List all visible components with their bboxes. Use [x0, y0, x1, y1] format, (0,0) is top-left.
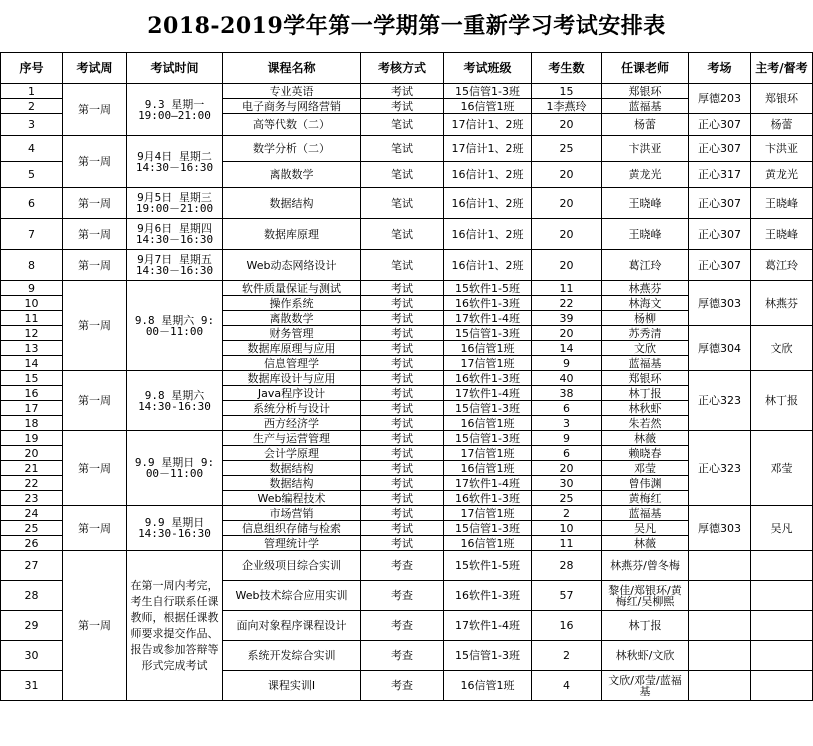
- cell-teacher: 杨柳: [602, 311, 689, 326]
- cell-course: 课程实训I: [223, 671, 361, 701]
- cell-method: 考试: [361, 311, 444, 326]
- cell-class: 16信管1班: [444, 461, 532, 476]
- cell-proctor: 文欣: [751, 326, 813, 371]
- cell-count: 20: [532, 461, 602, 476]
- cell-class: 16信管1班: [444, 341, 532, 356]
- cell-class: 15信管1-3班: [444, 521, 532, 536]
- cell-teacher: 林燕芬: [602, 281, 689, 296]
- cell-count: 40: [532, 371, 602, 386]
- cell-method: 考试: [361, 341, 444, 356]
- cell-count: 25: [532, 136, 602, 162]
- cell-count: 11: [532, 281, 602, 296]
- cell-no: 21: [1, 461, 63, 476]
- cell-teacher: 林丁报: [602, 611, 689, 641]
- cell-room: 正心323: [689, 431, 751, 506]
- cell-teacher: 蓝福基: [602, 99, 689, 114]
- cell-count: 20: [532, 162, 602, 188]
- cell-method: 考试: [361, 99, 444, 114]
- cell-method: 笔试: [361, 162, 444, 188]
- header-room: 考场: [689, 53, 751, 84]
- cell-class: 16软件1-3班: [444, 581, 532, 611]
- cell-week: 第一周: [63, 371, 127, 431]
- cell-no: 27: [1, 551, 63, 581]
- table-header-row: [1, 53, 813, 84]
- cell-teacher: 林海文: [602, 296, 689, 311]
- cell-count: 20: [532, 326, 602, 341]
- cell-no: 7: [1, 219, 63, 250]
- cell-course: 离散数学: [223, 311, 361, 326]
- cell-no: 11: [1, 311, 63, 326]
- cell-course: Web编程技术: [223, 491, 361, 506]
- header-course: 课程名称: [223, 53, 361, 84]
- cell-count: 9: [532, 431, 602, 446]
- cell-room: [689, 641, 751, 671]
- cell-course: 信息管理学: [223, 356, 361, 371]
- cell-teacher: 林薇: [602, 536, 689, 551]
- cell-no: 31: [1, 671, 63, 701]
- page-title: 2018-2019学年第一学期第一重新学习考试安排表: [147, 13, 666, 39]
- cell-method: 考试: [361, 416, 444, 431]
- cell-course: 市场营销: [223, 506, 361, 521]
- cell-method: 考查: [361, 641, 444, 671]
- cell-method: 考试: [361, 401, 444, 416]
- cell-proctor: [751, 551, 813, 581]
- cell-no: 30: [1, 641, 63, 671]
- cell-method: 笔试: [361, 188, 444, 219]
- cell-method: 考试: [361, 476, 444, 491]
- cell-no: 25: [1, 521, 63, 536]
- cell-class: 16软件1-3班: [444, 491, 532, 506]
- cell-no: 5: [1, 162, 63, 188]
- cell-room: 正心307: [689, 219, 751, 250]
- cell-teacher: 赖晓春: [602, 446, 689, 461]
- cell-no: 1: [1, 84, 63, 99]
- cell-room: 正心323: [689, 371, 751, 431]
- cell-teacher: 杨蕾: [602, 114, 689, 136]
- cell-method: 笔试: [361, 250, 444, 281]
- cell-time-note: 在第一周内考完，考生自行联系任课教师，根据任课教师要求提交作品、报告或参加答辩等形式完成考试: [127, 551, 223, 701]
- cell-class: 15软件1-5班: [444, 281, 532, 296]
- cell-count: 2: [532, 641, 602, 671]
- cell-method: 笔试: [361, 219, 444, 250]
- cell-class: 16软件1-3班: [444, 296, 532, 311]
- cell-class: 16信管1班: [444, 416, 532, 431]
- cell-course: 信息组织存储与检索: [223, 521, 361, 536]
- cell-class: 17软件1-4班: [444, 611, 532, 641]
- cell-class: 17软件1-4班: [444, 476, 532, 491]
- cell-method: 考试: [361, 446, 444, 461]
- cell-class: 15信管1-3班: [444, 401, 532, 416]
- cell-method: 考试: [361, 281, 444, 296]
- cell-class: 16信计1、2班: [444, 188, 532, 219]
- cell-proctor: 吴凡: [751, 506, 813, 551]
- cell-class: 16软件1-3班: [444, 371, 532, 386]
- cell-teacher: 郑银环: [602, 84, 689, 99]
- cell-no: 13: [1, 341, 63, 356]
- cell-class: 16信计1、2班: [444, 250, 532, 281]
- cell-proctor: [751, 641, 813, 671]
- cell-count: 9: [532, 356, 602, 371]
- cell-count: 20: [532, 114, 602, 136]
- cell-teacher: 郑银环: [602, 371, 689, 386]
- cell-course: 面向对象程序课程设计: [223, 611, 361, 641]
- cell-week: 第一周: [63, 250, 127, 281]
- cell-method: 考试: [361, 431, 444, 446]
- cell-no: 14: [1, 356, 63, 371]
- cell-method: 考试: [361, 84, 444, 99]
- cell-room: 厚德203: [689, 84, 751, 114]
- cell-teacher: 林秋虾/文欣: [602, 641, 689, 671]
- cell-course: 数据结构: [223, 461, 361, 476]
- cell-room: 正心307: [689, 136, 751, 162]
- cell-method: 考试: [361, 506, 444, 521]
- cell-count: 38: [532, 386, 602, 401]
- cell-count: 6: [532, 446, 602, 461]
- cell-count: 14: [532, 341, 602, 356]
- cell-method: 考试: [361, 386, 444, 401]
- cell-time: 9月5日 星期三 19:00－21:00: [127, 188, 223, 219]
- cell-course: 数据库原理与应用: [223, 341, 361, 356]
- cell-class: 17信管1班: [444, 446, 532, 461]
- cell-teacher: 林秋虾: [602, 401, 689, 416]
- cell-proctor: 杨蕾: [751, 114, 813, 136]
- cell-count: 2: [532, 506, 602, 521]
- cell-proctor: 邓莹: [751, 431, 813, 506]
- cell-method: 笔试: [361, 114, 444, 136]
- cell-room: 正心317: [689, 162, 751, 188]
- table-row: [1, 431, 813, 446]
- cell-teacher: 曾伟渊: [602, 476, 689, 491]
- cell-course: 操作系统: [223, 296, 361, 311]
- cell-class: 17信管1班: [444, 506, 532, 521]
- cell-class: 17信计1、2班: [444, 114, 532, 136]
- cell-course: 系统分析与设计: [223, 401, 361, 416]
- cell-room: 正心307: [689, 114, 751, 136]
- cell-course: 离散数学: [223, 162, 361, 188]
- cell-class: 15信管1-3班: [444, 431, 532, 446]
- cell-class: 16信计1、2班: [444, 162, 532, 188]
- table-row: [1, 506, 813, 521]
- cell-week: 第一周: [63, 551, 127, 701]
- cell-count: 6: [532, 401, 602, 416]
- cell-class: 17信计1、2班: [444, 136, 532, 162]
- cell-teacher: 黄梅红: [602, 491, 689, 506]
- cell-teacher: 黄龙光: [602, 162, 689, 188]
- cell-count: 10: [532, 521, 602, 536]
- cell-count: 39: [532, 311, 602, 326]
- cell-teacher: 蓝福基: [602, 356, 689, 371]
- cell-proctor: 林燕芬: [751, 281, 813, 326]
- cell-room: 厚德303: [689, 281, 751, 326]
- cell-no: 12: [1, 326, 63, 341]
- cell-no: 6: [1, 188, 63, 219]
- cell-course: 系统开发综合实训: [223, 641, 361, 671]
- cell-no: 17: [1, 401, 63, 416]
- cell-no: 19: [1, 431, 63, 446]
- table-row: [1, 188, 813, 219]
- cell-class: 15信管1-3班: [444, 641, 532, 671]
- cell-proctor: 郑银环: [751, 84, 813, 114]
- cell-time: 9.8 星期六 9: 00－11:00: [127, 281, 223, 371]
- cell-teacher: 吴凡: [602, 521, 689, 536]
- cell-class: 17软件1-4班: [444, 311, 532, 326]
- cell-teacher: 朱若然: [602, 416, 689, 431]
- cell-teacher: 林薇: [602, 431, 689, 446]
- cell-course: 数学分析（二）: [223, 136, 361, 162]
- cell-no: 23: [1, 491, 63, 506]
- cell-count: 28: [532, 551, 602, 581]
- cell-room: 正心307: [689, 250, 751, 281]
- cell-teacher: 葛江玲: [602, 250, 689, 281]
- cell-time: 9.8 星期六 14:30-16:30: [127, 371, 223, 431]
- cell-course: 会计学原理: [223, 446, 361, 461]
- cell-course: 软件质量保证与测试: [223, 281, 361, 296]
- cell-method: 考试: [361, 356, 444, 371]
- cell-room: 正心307: [689, 188, 751, 219]
- header-proctor: 主考/督考: [751, 53, 813, 84]
- cell-course: 数据库设计与应用: [223, 371, 361, 386]
- cell-class: 15信管1-3班: [444, 326, 532, 341]
- cell-teacher: 卞洪亚: [602, 136, 689, 162]
- cell-proctor: [751, 671, 813, 701]
- cell-week: 第一周: [63, 84, 127, 136]
- cell-teacher: 文欣/邓莹/蓝福基: [602, 671, 689, 701]
- cell-method: 考试: [361, 296, 444, 311]
- cell-count: 22: [532, 296, 602, 311]
- cell-no: 24: [1, 506, 63, 521]
- cell-week: 第一周: [63, 219, 127, 250]
- cell-no: 18: [1, 416, 63, 431]
- cell-no: 16: [1, 386, 63, 401]
- cell-proctor: 王晓峰: [751, 188, 813, 219]
- header-no: 序号: [1, 53, 63, 84]
- cell-count: 16: [532, 611, 602, 641]
- cell-teacher: 黎佳/郑银环/黄梅红/吴柳熙: [602, 581, 689, 611]
- cell-teacher: 王晓峰: [602, 219, 689, 250]
- cell-count: 57: [532, 581, 602, 611]
- cell-week: 第一周: [63, 136, 127, 188]
- cell-course: 西方经济学: [223, 416, 361, 431]
- cell-method: 考试: [361, 461, 444, 476]
- cell-room: [689, 581, 751, 611]
- cell-course: Java程序设计: [223, 386, 361, 401]
- table-row: [1, 551, 813, 581]
- cell-teacher: 苏秀清: [602, 326, 689, 341]
- cell-proctor: [751, 581, 813, 611]
- cell-class: 16信计1、2班: [444, 219, 532, 250]
- cell-course: 生产与运营管理: [223, 431, 361, 446]
- cell-week: 第一周: [63, 281, 127, 371]
- cell-course: 企业级项目综合实训: [223, 551, 361, 581]
- cell-time: 9月7日 星期五 14:30－16:30: [127, 250, 223, 281]
- table-row: [1, 84, 813, 99]
- cell-teacher: 文欣: [602, 341, 689, 356]
- cell-count: 30: [532, 476, 602, 491]
- cell-no: 22: [1, 476, 63, 491]
- table-row: [1, 136, 813, 162]
- cell-class: 17信管1班: [444, 356, 532, 371]
- cell-no: 3: [1, 114, 63, 136]
- cell-time: 9月6日 星期四 14:30－16:30: [127, 219, 223, 250]
- cell-method: 考试: [361, 536, 444, 551]
- cell-no: 8: [1, 250, 63, 281]
- cell-method: 考查: [361, 611, 444, 641]
- header-time: 考试时间: [127, 53, 223, 84]
- cell-course: 财务管理: [223, 326, 361, 341]
- cell-teacher: 林丁报: [602, 386, 689, 401]
- cell-course: 管理统计学: [223, 536, 361, 551]
- cell-time: 9.3 星期一 19:00—21:00: [127, 84, 223, 136]
- cell-no: 26: [1, 536, 63, 551]
- cell-course: Web动态网络设计: [223, 250, 361, 281]
- cell-course: 专业英语: [223, 84, 361, 99]
- cell-teacher: 蓝福基: [602, 506, 689, 521]
- table-row: [1, 281, 813, 296]
- cell-proctor: 林丁报: [751, 371, 813, 431]
- cell-teacher: 王晓峰: [602, 188, 689, 219]
- cell-method: 考查: [361, 671, 444, 701]
- cell-count: 1李燕玲: [532, 99, 602, 114]
- cell-class: 16信管1班: [444, 99, 532, 114]
- header-class: 考试班级: [444, 53, 532, 84]
- cell-no: 4: [1, 136, 63, 162]
- header-method: 考核方式: [361, 53, 444, 84]
- cell-no: 2: [1, 99, 63, 114]
- cell-proctor: 黄龙光: [751, 162, 813, 188]
- cell-method: 考查: [361, 551, 444, 581]
- header-week: 考试周: [63, 53, 127, 84]
- cell-time: 9.9 星期日 9: 00－11:00: [127, 431, 223, 506]
- cell-class: 17软件1-4班: [444, 386, 532, 401]
- cell-teacher: 邓莹: [602, 461, 689, 476]
- cell-method: 考试: [361, 521, 444, 536]
- table-row: [1, 371, 813, 386]
- exam-schedule-table: [0, 52, 813, 701]
- cell-room: [689, 551, 751, 581]
- cell-method: 考试: [361, 326, 444, 341]
- header-count: 考生数: [532, 53, 602, 84]
- cell-no: 29: [1, 611, 63, 641]
- cell-week: 第一周: [63, 431, 127, 506]
- cell-course: 数据结构: [223, 188, 361, 219]
- cell-class: 16信管1班: [444, 536, 532, 551]
- cell-room: [689, 671, 751, 701]
- cell-no: 28: [1, 581, 63, 611]
- cell-week: 第一周: [63, 506, 127, 551]
- cell-proctor: 卞洪亚: [751, 136, 813, 162]
- cell-time: 9.9 星期日 14:30-16:30: [127, 506, 223, 551]
- cell-no: 9: [1, 281, 63, 296]
- cell-proctor: 葛江玲: [751, 250, 813, 281]
- header-teacher: 任课老师: [602, 53, 689, 84]
- cell-count: 15: [532, 84, 602, 99]
- cell-no: 20: [1, 446, 63, 461]
- cell-count: 20: [532, 219, 602, 250]
- cell-proctor: [751, 611, 813, 641]
- cell-no: 15: [1, 371, 63, 386]
- cell-count: 4: [532, 671, 602, 701]
- cell-teacher: 林燕芬/曾冬梅: [602, 551, 689, 581]
- cell-class: 16信管1班: [444, 671, 532, 701]
- cell-room: 厚德304: [689, 326, 751, 371]
- cell-no: 10: [1, 296, 63, 311]
- cell-course: Web技术综合应用实训: [223, 581, 361, 611]
- cell-course: 数据库原理: [223, 219, 361, 250]
- cell-week: 第一周: [63, 188, 127, 219]
- cell-count: 25: [532, 491, 602, 506]
- cell-method: 笔试: [361, 136, 444, 162]
- cell-method: 考查: [361, 581, 444, 611]
- cell-course: 电子商务与网络营销: [223, 99, 361, 114]
- cell-room: [689, 611, 751, 641]
- cell-count: 3: [532, 416, 602, 431]
- cell-time: 9月4日 星期二 14:30－16:30: [127, 136, 223, 188]
- cell-class: 15软件1-5班: [444, 551, 532, 581]
- table-row: [1, 250, 813, 281]
- cell-count: 11: [532, 536, 602, 551]
- cell-method: 考试: [361, 491, 444, 506]
- cell-course: 高等代数（二）: [223, 114, 361, 136]
- cell-method: 考试: [361, 371, 444, 386]
- cell-room: 厚德303: [689, 506, 751, 551]
- cell-count: 20: [532, 250, 602, 281]
- cell-proctor: 王晓峰: [751, 219, 813, 250]
- cell-class: 15信管1-3班: [444, 84, 532, 99]
- table-row: [1, 219, 813, 250]
- cell-course: 数据结构: [223, 476, 361, 491]
- cell-count: 20: [532, 188, 602, 219]
